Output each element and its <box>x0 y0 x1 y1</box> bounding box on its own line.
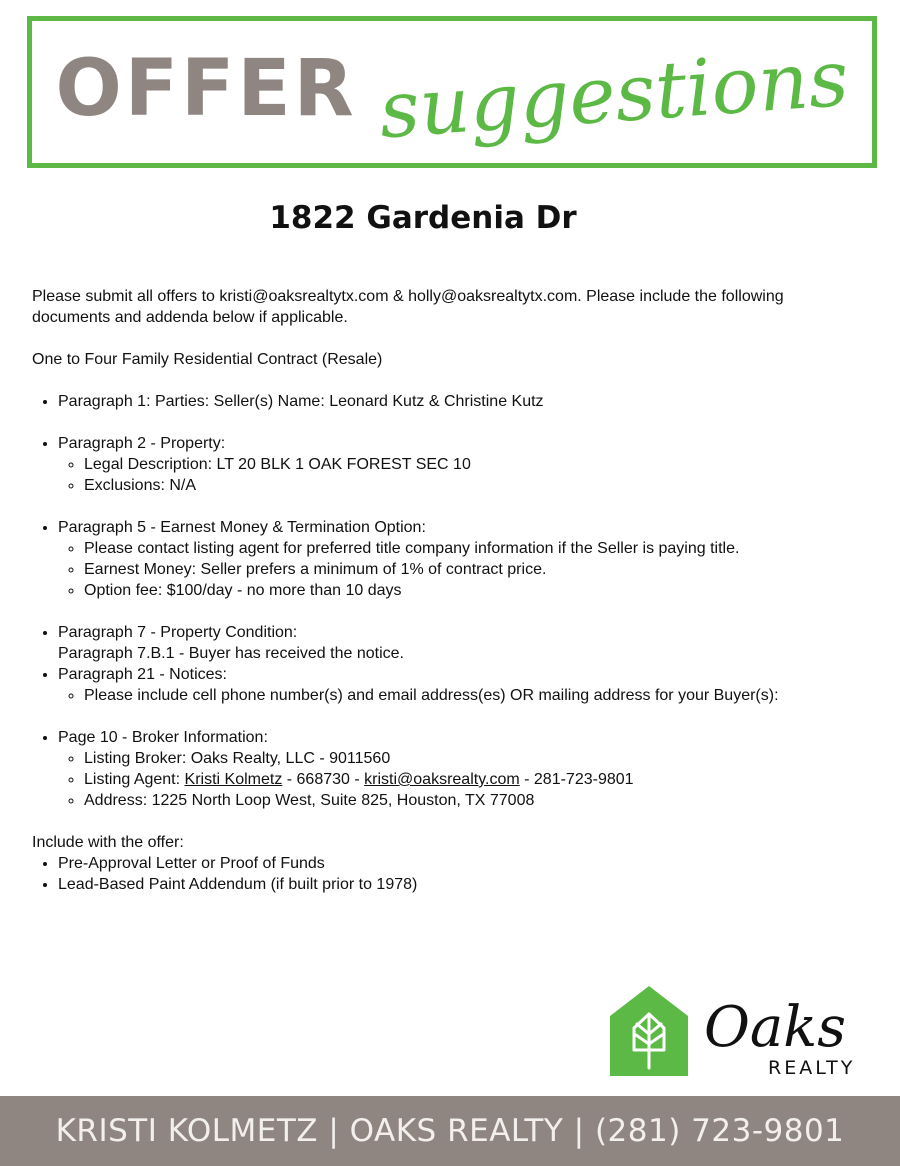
list-item-p21: • Paragraph 21 - Notices: ◦ Please include cell phone number(s) and email address(es) OR mailing address for your Buyer(s): <box>58 664 852 706</box>
logo-realty: REALTY <box>768 1057 856 1079</box>
logo-script: Oaks <box>704 995 846 1060</box>
list-item-p5: • Paragraph 5 - Earnest Money & Termination Option: ◦ Please contact listing agent for preferred title company information if the Seller is paying title. ◦ Earnest Money: Seller prefers a minimum of 1% of contract price. ◦ Option fee: $100/day - no more than 10 days <box>58 517 852 601</box>
list-item-p2: • Paragraph 2 - Property: ◦ Legal Description: LT 20 BLK 1 OAK FOREST SEC 10 ◦ Exclusions: N/A <box>58 433 852 496</box>
agent-name-link[interactable]: Kristi Kolmetz <box>184 771 283 788</box>
page-title: 1822 Gardenia Dr <box>269 200 577 236</box>
house-tree-icon <box>608 984 878 1082</box>
list-item-p1: • Paragraph 1: Parties: Seller(s) Name: Leonard Kutz & Christine Kutz <box>58 391 852 412</box>
listing-broker: ◦ Listing Broker: Oaks Realty, LLC - 9011560 <box>84 748 852 769</box>
list-item-page10: • Page 10 - Broker Information: ◦ Listing Broker: Oaks Realty, LLC - 9011560 ◦ Listing Agent: Kristi Kolmetz - 668730 - kristi@oaksrealty.com - 281-723-9801 ◦ Address: 1225 North Loop West, Suite 825, Houston, TX 77008 <box>58 727 852 811</box>
footer-bar <box>0 1096 900 1166</box>
list-item-p7: • Paragraph 7 - Property Condition: Paragraph 7.B.1 - Buyer has received the notice. <box>58 622 852 664</box>
document-body <box>32 286 852 895</box>
paragraph-list <box>32 391 852 412</box>
list-item: ◦ Exclusions: N/A <box>84 475 852 496</box>
list-item: • Lead-Based Paint Addendum (if built prior to 1978) <box>58 874 852 895</box>
list-item: • Pre-Approval Letter or Proof of Funds <box>58 853 852 874</box>
list-item: ◦ Option fee: $100/day - no more than 10 days <box>84 580 852 601</box>
oaks-realty-logo <box>608 984 878 1082</box>
list-item: ◦ Earnest Money: Seller prefers a minimum of 1% of contract price. <box>84 559 852 580</box>
list-item: ◦ Please include cell phone number(s) and email address(es) OR mailing address for your Buyer(s): <box>84 685 852 706</box>
footer-text: KRISTI KOLMETZ | OAKS REALTY | (281) 723-9801 <box>55 1113 845 1149</box>
list-item: ◦ Please contact listing agent for preferred title company information if the Seller is paying title. <box>84 538 852 559</box>
listing-agent: ◦ Listing Agent: Kristi Kolmetz - 668730 - kristi@oaksrealty.com - 281-723-9801 <box>84 769 852 790</box>
broker-address: ◦ Address: 1225 North Loop West, Suite 825, Houston, TX 77008 <box>84 790 852 811</box>
header-suggestions-word: suggestions <box>376 33 852 157</box>
agent-email-link[interactable]: kristi@oaksrealty.com <box>364 771 520 788</box>
list-item: ◦ Legal Description: LT 20 BLK 1 OAK FOREST SEC 10 <box>84 454 852 475</box>
header-banner <box>27 16 877 168</box>
p7-sub: Paragraph 7.B.1 - Buyer has received the notice. <box>58 645 404 662</box>
contract-title: One to Four Family Residential Contract (Resale) <box>32 351 383 368</box>
header-offer-word: OFFER <box>55 44 357 134</box>
include-label: Include with the offer: <box>32 834 184 851</box>
intro-text: Please submit all offers to kristi@oaksrealtytx.com & holly@oaksrealtytx.com. Please include the following documents and addenda below if applicable. <box>32 288 784 326</box>
